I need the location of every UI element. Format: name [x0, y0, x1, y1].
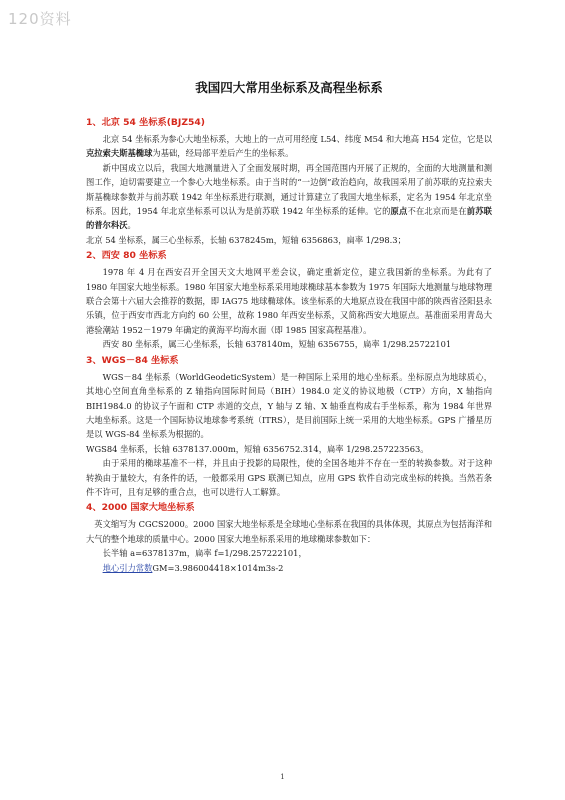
paragraph: 长半轴 a=6378137m，扁率 f=1/298.257222101， — [102, 548, 307, 559]
paragraph — [86, 132, 492, 161]
page-title: 我国四大常用坐标系及高程坐标系 — [195, 80, 383, 95]
bold-term: 克拉索夫斯基椭球 — [86, 148, 153, 159]
text: GM=3.986004418×1014m3s-2 — [152, 562, 284, 573]
page-number: 1 — [280, 773, 285, 781]
paragraph — [86, 161, 492, 233]
bold-term: 前苏联的普尔科沃 — [86, 206, 492, 231]
paragraph: WGS－84 坐标系（WorldGeodeticSystem）是一种国际上采用的地心坐标系。坐标原点为地球质心，其地心空间直角坐标系的 Z 轴指向国际时间局（BIH）1984.0 定义的协议地极（CTP）方向，X 轴指向 BIH1984.0 的协议子午面和 CTP 赤道的交点，Y 轴与 Z 轴、X 轴垂直构成右手坐标系，称为 1984 年世界大地坐标系。这是一个国际协议地球参考系统（ITRS），是目前国际上统一采用的大地坐标系。GPS 广播星历是以 WGS-84 坐标系为根据的。 — [86, 371, 492, 440]
section-heading-xian80: 2、西安 80 坐标系 — [86, 250, 167, 262]
text: 北京 54 坐标系为参心大地坐标系，大地上的一点可用经度 L54、纬度 M54 和大地高 H54 定位，它是以 — [102, 134, 492, 144]
gravity-constant-link[interactable]: 地心引力常数 — [102, 562, 153, 573]
paragraph: 1978 年 4 月在西安召开全国天文大地网平差会议，确定重新定位，建立我国新的坐标系。为此有了 1980 年国家大地坐标系。1980 年国家大地坐标系采用地球椭球基本参数为 1975 年国际大地测量与地球物理联合会第十六届大会推荐的数据，即 IAG75 地球椭球体。该坐标系的大地原点设在我国中部的陕西省泾阳县永乐镇，位于西安市西北方向约 60 公里，故称 1980 年西安坐标系，又简称西安大地原点。基准面采用青岛大港验潮站 1952－1979 年确定的黄海平均海水面（即 1985 国家高程基准）。 — [86, 267, 492, 335]
paragraph — [86, 561, 492, 575]
paragraph: 英文缩写为 CGCS2000。2000 国家大地坐标系是全球地心坐标系在我国的具体体现，其原点为包括海洋和大气的整个地球的质量中心。2000 国家大地坐标系采用的地球椭球参数如下： — [86, 519, 492, 544]
paragraph: 由于采用的椭球基准不一样，并且由于投影的局限性，使的全国各地并不存在一至的转换参数。对于这种转换由于量较大，有条件的话，一般都采用 GPS 联测已知点，应用 GPS 软件自动完成坐标的转换。当然若条件不许可，且有足够的重合点，也可以进行人工解算。 — [86, 458, 492, 497]
paragraph: 西安 80 坐标系，属三心坐标系，长轴 6378140m，短轴 6356755，扁率 1/298.25722101 — [102, 339, 452, 350]
text: 不在北京而是在 — [407, 206, 467, 217]
bold-term: 原点 — [390, 206, 408, 217]
paragraph: 北京 54 坐标系，属三心坐标系，长轴 6378245m，短轴 6356863，扁率 1/298.3； — [86, 234, 406, 245]
paragraph: WGS84 坐标系，长轴 6378137.000m，短轴 6356752.314，扁率 1/298.257223563。 — [86, 443, 429, 454]
text: 新中国成立以后，我国大地测量进入了全面发展时期，再全国范围内开展了正规的，全面的大地测量和测图工作，迫切需要建立一个参心大地坐标系。由于当时的“一边倒”政治趋向，故我国采用了前苏联的克拉索夫斯基椭球参数并与前苏联 1942 年坐标系进行联测，通过计算建立了我国大地坐标系，定名为 1954 年北京坐标系。因此，1954 年北京坐标系可以认为是前苏联 1942 年坐标系的延伸。它的 — [86, 162, 492, 217]
section-heading-cgcs2000: 4、2000 国家大地坐标系 — [86, 502, 195, 514]
watermark-logo: 120资料 — [8, 10, 72, 28]
section-heading-wgs84: 3、WGS－84 坐标系 — [86, 354, 179, 366]
text: 。 — [127, 220, 136, 231]
document-page — [86, 64, 492, 575]
section-heading-beijing54: 1、北京 54 坐标系(BJZ54) — [86, 117, 205, 128]
text: 为基础，经局部平差后产生的坐标系。 — [152, 148, 294, 159]
